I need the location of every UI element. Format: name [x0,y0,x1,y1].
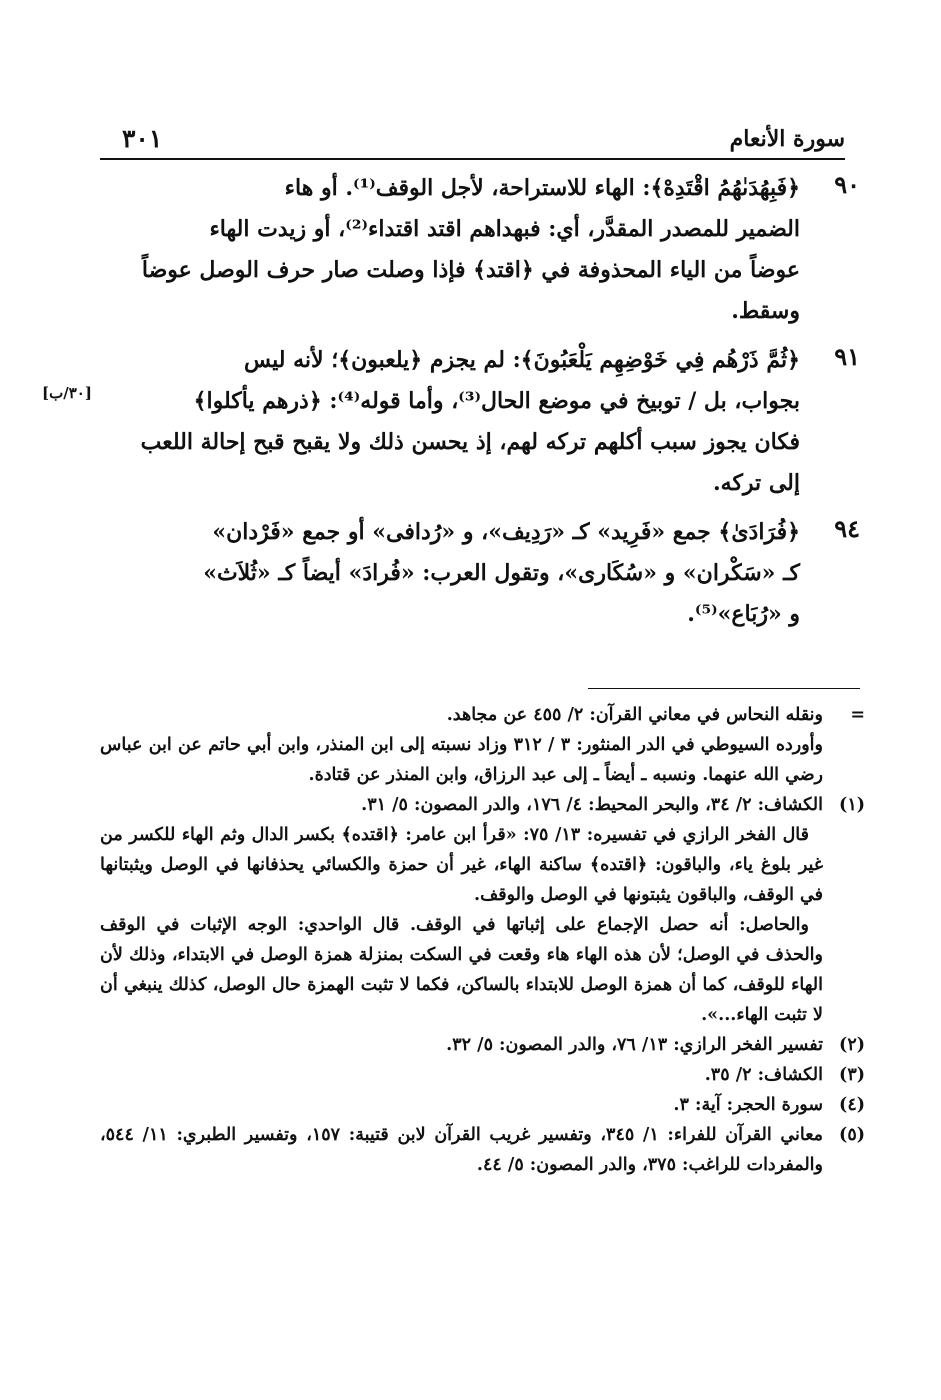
verse-commentary [105,340,800,504]
verse-commentary [105,168,800,332]
footnote [100,1120,865,1180]
text-line: ﴿ثُمَّ ذَرْهُم فِي خَوْضِهِم يَلْعَبُونَ﴾: لم يجزم ﴿يلعبون﴾؛ لأنه ليس [244,347,800,373]
verse-entry [42,340,860,504]
footnote-paragraph: الكشاف: ٢/ ٣٤، والبحر المحيط: ٤/ ١٧٦، والدر المصون: ٥/ ٣١. [361,795,823,815]
footnote-paragraph: قال الفخر الرازي في تفسيره: ١٣/ ٧٥: «قرأ ابن عامر: ﴿اقتده﴾ بكسر الدال وثم الهاء للكسر من غير بلوغ ياء، والباقون: ﴿اقتده﴾ ساكنة الهاء، غير أن حمزة والكسائي يحذفانها في الوصل ويثبتانها في الوقف، والباقون يثبتونها في الوصل والوقف. [100,825,823,905]
footnote-divider [588,688,860,689]
verse-number: ٩١ [834,342,860,371]
text-line: و «رُبَاع»⁽⁵⁾. [687,601,800,627]
footnote-marker: (٢) [839,1035,865,1055]
text-line: إلى تركه. [712,470,800,496]
manuscript-folio-note: [٣٠/ب] [42,384,92,402]
verse-entry [100,168,860,332]
footnote-paragraph: وأورده السيوطي في الدر المنثور: ٣ / ٣١٢ وزاد نسبته إلى ابن المنذر، وابن أبي حاتم عن ابن عباس رضي الله عنهما. ونسبه ـ أيضاً ـ إلى عبد الرزاق، وابن المنذر عن قتادة. [100,735,823,785]
text-line: وسقط. [731,298,800,324]
text-line: كـ «سَكْران» و «سُكَارى»، وتقول العرب: «فُرادَ» أيضاً كـ «ثُلاَث» [203,560,800,586]
footnote [100,1090,865,1120]
footnote-text [100,1060,823,1090]
footnote-text [100,790,823,1030]
verse-commentary [105,512,800,635]
text-line: الضمير للمصدر المقدَّر، أي: فبهداهم اقتد اقتداء⁽²⁾، أو زيدت الهاء [209,216,800,242]
verse-entry [100,512,860,635]
footnote-paragraph: سورة الحجر: آية: ٣. [673,1095,823,1115]
footnote-paragraph: معاني القرآن للفراء: ١/ ٣٤٥، وتفسير غريب القرآن لابن قتيبة: ١٥٧، وتفسير الطبري: ١١/ ٥٤٤، والمفردات للراغب: ٣٧٥، والدر المصون: ٥/ ٤٤. [100,1125,824,1175]
footnote-marker: (٣) [839,1065,865,1085]
page-number: ٣٠١ [122,124,163,153]
footnote [100,1030,865,1060]
verse-number: ٩٤ [834,514,860,543]
footnote [100,700,865,790]
footnote-text [100,1120,823,1180]
footnote-text [100,1030,823,1060]
footnote [100,790,865,1030]
footnote-paragraph: تفسير الفخر الرازي: ١٣/ ٧٦، والدر المصون: ٥/ ٣٢. [446,1035,823,1055]
footnote-marker: (٤) [839,1095,865,1115]
footnote-marker: (٥) [839,1125,865,1145]
footnote-text [100,1090,823,1120]
footnote [100,1060,865,1090]
footnotes-section [100,700,865,1180]
footnote-marker: (١) [839,795,865,815]
verse-number: ٩٠ [834,170,860,199]
text-line: ﴿فَبِهُدَىٰهُمُ اقْتَدِهْ﴾: الهاء للاستراحة، لأجل الوقف⁽¹⁾. أو هاء [284,175,800,201]
footnote-text [100,700,823,790]
footnote-paragraph: والحاصل: أنه حصل الإجماع على إثباتها في الوقف. قال الواحدي: الوجه الإثبات في الوقف والحذف في الوصل؛ لأن هذه الهاء هاء وقعت في السكت بمنزلة همزة الوصل في الابتداء، وذلك لأن الهاء للوقف، كما أن همزة الوصل للابتداء بالساكن، فكما لا تثبت الهمزة حال الوصل، كذلك ينبغي أن لا تثبت الهاء...». [100,915,823,1025]
footnote-marker: = [850,705,865,725]
footnote-paragraph: ونقله النحاس في معاني القرآن: ٢/ ٤٥٥ عن مجاهد. [446,705,823,725]
text-line: فكان يجوز سبب أكلهم تركه لهم، إذ يحسن ذلك ولا يقبح قبح إحالة اللعب [140,429,800,455]
text-line: بجواب، بل / توبيخ في موضع الحال⁽³⁾، وأما قوله⁽⁴⁾: ﴿ذرهم يأكلوا﴾ [193,388,800,414]
footnote-paragraph: الكشاف: ٢/ ٣٥. [704,1065,823,1085]
text-line: ﴿فُرَادَىٰ﴾ جمع «فَرِيد» كـ «رَدِيف»، و «رُدافى» أو جمع «فَرْدان» [212,519,800,545]
page-header [100,118,845,160]
surah-title: سورة الأنعام [729,126,845,152]
text-line: عوضاً من الياء المحذوفة في ﴿اقتد﴾ فإذا وصلت صار حرف الوصل عوضاً [141,257,800,283]
verses-section [42,168,860,643]
